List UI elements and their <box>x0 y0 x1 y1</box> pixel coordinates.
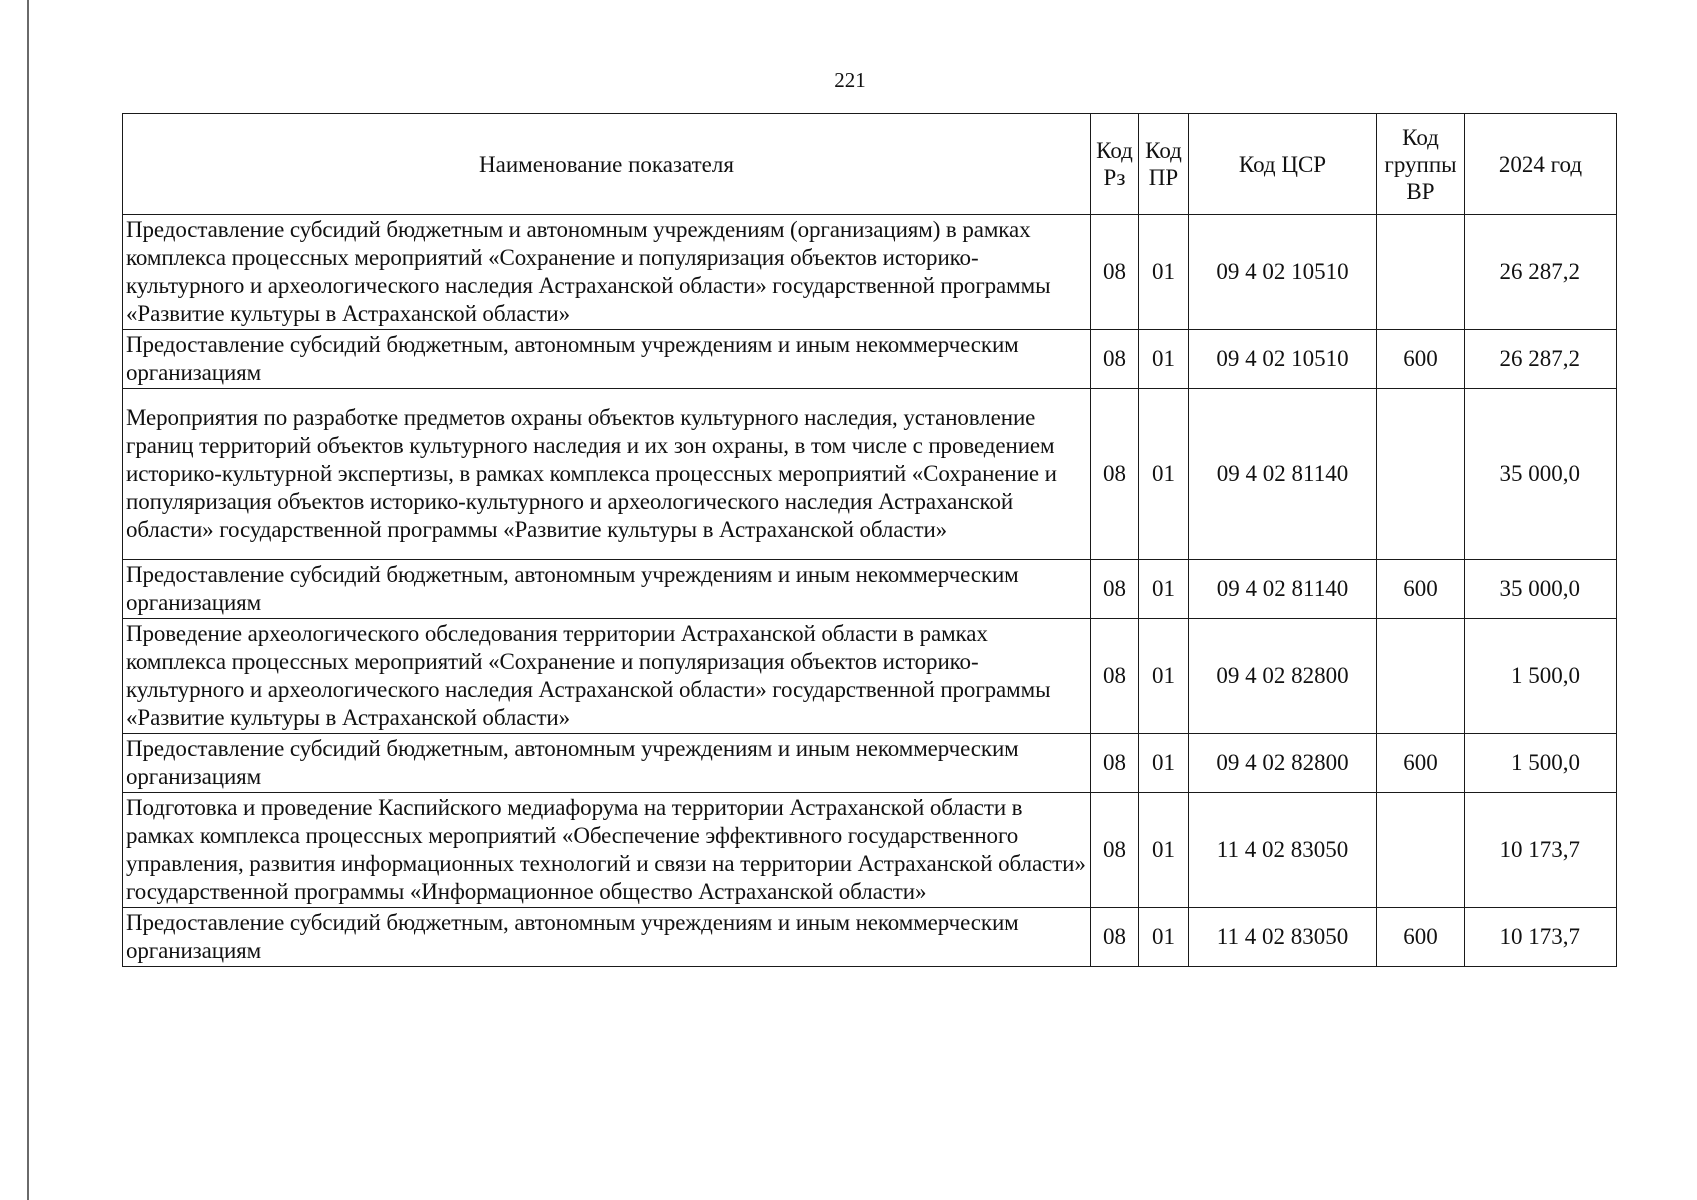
header-vr: Код группы ВР <box>1377 114 1465 215</box>
row-vr <box>1377 215 1465 330</box>
table-row <box>123 734 1617 793</box>
table-header-row <box>123 114 1617 215</box>
row-pr: 01 <box>1139 908 1189 967</box>
header-name: Наименование показателя <box>123 114 1091 215</box>
row-csr: 09 4 02 81140 <box>1189 560 1377 619</box>
row-pr: 01 <box>1139 215 1189 330</box>
row-pr: 01 <box>1139 619 1189 734</box>
row-rz: 08 <box>1091 389 1139 560</box>
row-amount: 35 000,0 <box>1465 560 1617 619</box>
row-name: Предоставление субсидий бюджетным, автономным учреждениям и иным некоммерческим организациям <box>123 908 1091 967</box>
row-rz: 08 <box>1091 793 1139 908</box>
row-vr: 600 <box>1377 908 1465 967</box>
row-vr: 600 <box>1377 330 1465 389</box>
row-rz: 08 <box>1091 330 1139 389</box>
row-amount: 10 173,7 <box>1465 908 1617 967</box>
row-csr: 09 4 02 82800 <box>1189 734 1377 793</box>
header-pr: Код ПР <box>1139 114 1189 215</box>
row-name: Мероприятия по разработке предметов охраны объектов культурного наследия, установление границ территорий объектов культурного наследия и их зон охраны, в том числе с проведением историко-культурной экспертизы, в рамках комплекса процессных мероприятий «Сохранение и популяризация объектов историко-культурного и археологического наследия Астраханской области» государственной программы «Развитие культуры в Астраханской области» <box>123 389 1091 560</box>
header-rz: Код Рз <box>1091 114 1139 215</box>
row-vr <box>1377 619 1465 734</box>
page-number: 221 <box>834 68 866 92</box>
table-row <box>123 215 1617 330</box>
row-amount: 35 000,0 <box>1465 389 1617 560</box>
row-rz: 08 <box>1091 215 1139 330</box>
header-csr: Код ЦСР <box>1189 114 1377 215</box>
row-amount: 10 173,7 <box>1465 793 1617 908</box>
row-csr: 09 4 02 82800 <box>1189 619 1377 734</box>
row-name: Предоставление субсидий бюджетным и автономным учреждениям (организациям) в рамках комплекса процессных мероприятий «Сохранение и популяризация объектов историко-культурного и археологического наследия Астраханской области» государственной программы «Развитие культуры в Астраханской области» <box>123 215 1091 330</box>
row-rz: 08 <box>1091 619 1139 734</box>
row-pr: 01 <box>1139 734 1189 793</box>
row-amount: 26 287,2 <box>1465 215 1617 330</box>
row-name: Предоставление субсидий бюджетным, автономным учреждениям и иным некоммерческим организациям <box>123 330 1091 389</box>
row-csr: 11 4 02 83050 <box>1189 793 1377 908</box>
row-name: Предоставление субсидий бюджетным, автономным учреждениям и иным некоммерческим организациям <box>123 734 1091 793</box>
row-rz: 08 <box>1091 908 1139 967</box>
row-pr: 01 <box>1139 330 1189 389</box>
table-row <box>123 330 1617 389</box>
row-rz: 08 <box>1091 734 1139 793</box>
row-vr <box>1377 793 1465 908</box>
row-pr: 01 <box>1139 389 1189 560</box>
row-csr: 09 4 02 10510 <box>1189 215 1377 330</box>
table-row <box>123 793 1617 908</box>
header-year: 2024 год <box>1465 114 1617 215</box>
row-vr: 600 <box>1377 560 1465 619</box>
row-name: Подготовка и проведение Каспийского медиафорума на территории Астраханской области в рамках комплекса процессных мероприятий «Обеспечение эффективного государственного управления, развития информационных технологий и связи на территории Астраханской области» государственной программы «Информационное общество Астраханской области» <box>123 793 1091 908</box>
row-amount: 1 500,0 <box>1465 619 1617 734</box>
table-row <box>123 619 1617 734</box>
row-csr: 09 4 02 10510 <box>1189 330 1377 389</box>
row-vr <box>1377 389 1465 560</box>
row-amount: 1 500,0 <box>1465 734 1617 793</box>
budget-table <box>122 113 1617 967</box>
row-name: Проведение археологического обследования территории Астраханской области в рамках комплекса процессных мероприятий «Сохранение и популяризация объектов историко-культурного и археологического наследия Астраханской области» государственной программы «Развитие культуры в Астраханской области» <box>123 619 1091 734</box>
row-rz: 08 <box>1091 560 1139 619</box>
row-pr: 01 <box>1139 793 1189 908</box>
row-name: Предоставление субсидий бюджетным, автономным учреждениям и иным некоммерческим организациям <box>123 560 1091 619</box>
row-pr: 01 <box>1139 560 1189 619</box>
row-vr: 600 <box>1377 734 1465 793</box>
table-row <box>123 560 1617 619</box>
table-row <box>123 389 1617 560</box>
page-binding-line <box>27 0 29 1200</box>
row-amount: 26 287,2 <box>1465 330 1617 389</box>
table-row <box>123 908 1617 967</box>
row-csr: 11 4 02 83050 <box>1189 908 1377 967</box>
row-csr: 09 4 02 81140 <box>1189 389 1377 560</box>
